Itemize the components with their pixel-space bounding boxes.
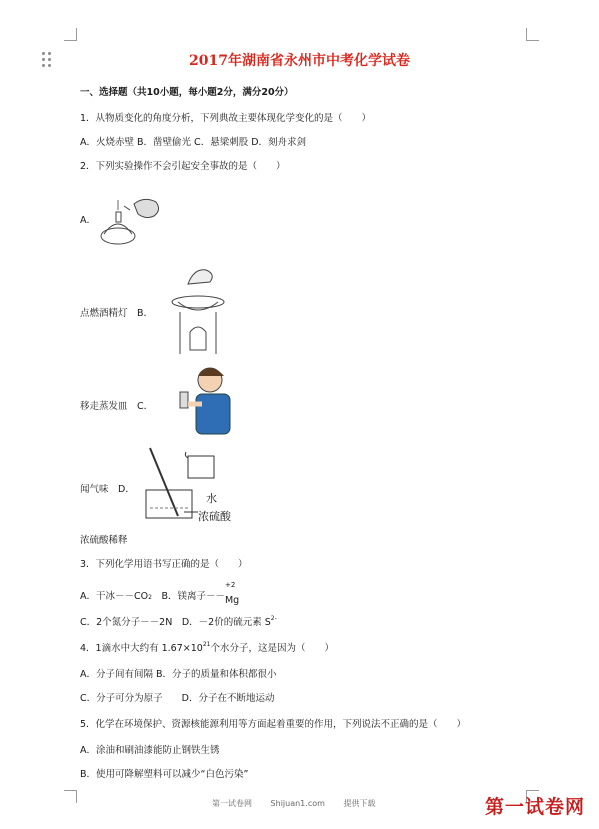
lamp-lighting-figure [94,190,166,252]
q3-a-text: A．干冰－－CO [80,591,149,602]
q4-stem-superscript: 21 [202,641,211,648]
corner-mark-top-right [526,28,539,41]
page-footer [212,798,391,809]
q4-stem-right: 个水分子，这是因为（ ） [210,643,334,654]
q3-stem: 3．下列化学用语书写正确的是（ ） [80,559,248,570]
section-heading: 一、选择题（共10小题，每小题2分，满分20分） [80,87,294,98]
q3-a-subscript: 2 [148,594,152,601]
q3-b-mg: Mg [224,595,240,606]
q4-stem [80,640,334,654]
q3-b-text: B．镁离子－－ [151,591,225,602]
q1-options: A．火烧赤壁 B．凿壁偷光 C．悬梁刺股 D．刻舟求剑 [80,137,307,148]
acid-label: 浓硫酸 [198,510,231,523]
footer-download[interactable]: 提供下载 [343,799,376,808]
q1-stem: 1．从物质变化的角度分析，下列典故主要体现化学变化的是（ ） [80,113,372,124]
q4-options-ab: A．分子间有间隔 B．分子的质量和体积都很小 [80,669,277,680]
corner-mark-top-left [64,28,77,41]
evaporating-dish-figure [166,262,230,362]
footer-site-name: 第一试卷网 [212,799,252,808]
q3-cd-text: C．2个氮分子－－2N D．－2价的硫元素 S [80,617,271,628]
footer-site-url[interactable]: Shijuan1.com [270,799,325,808]
q4-options-cd: C．分子可分为原子 D．分子在不断地运动 [80,693,275,704]
q5-option-a: A．涂油和刷油漆能防止钢铁生锈 [80,745,220,756]
brand-watermark: 第一试卷网 [484,796,585,818]
student-smelling-figure [168,364,240,440]
page-title: 2017年湖南省永州市中考化学试卷 [189,53,410,69]
q2-after-note: 浓硫酸稀释 [80,535,128,546]
q2-option-c-label: 移走蒸发皿 C． [80,401,154,412]
q5-option-b: B．使用可降解塑料可以减少“白色污染” [80,769,249,780]
q3-options-ab [80,581,240,606]
q2-option-a-label: A． [80,215,96,226]
q2-option-d-label: 闻气味 D． [80,484,135,495]
q2-stem: 2．下列实验操作不会引起安全事故的是（ ） [80,161,286,172]
q3-options-cd [80,614,277,628]
q3-d-superscript: 2- [270,615,277,622]
q4-stem-left: 4．1滴水中大约有 1.67×10 [80,643,203,654]
q2-option-b-label: 点燃酒精灯 B． [80,308,154,319]
corner-mark-bottom-left [64,790,77,803]
water-label: 水 [206,492,217,505]
q5-stem: 5．化学在环境保护、资源核能源利用等方面起着重要的作用，下列说法不正确的是（ ） [80,719,467,730]
q3-b-charge: +2 [224,581,236,589]
